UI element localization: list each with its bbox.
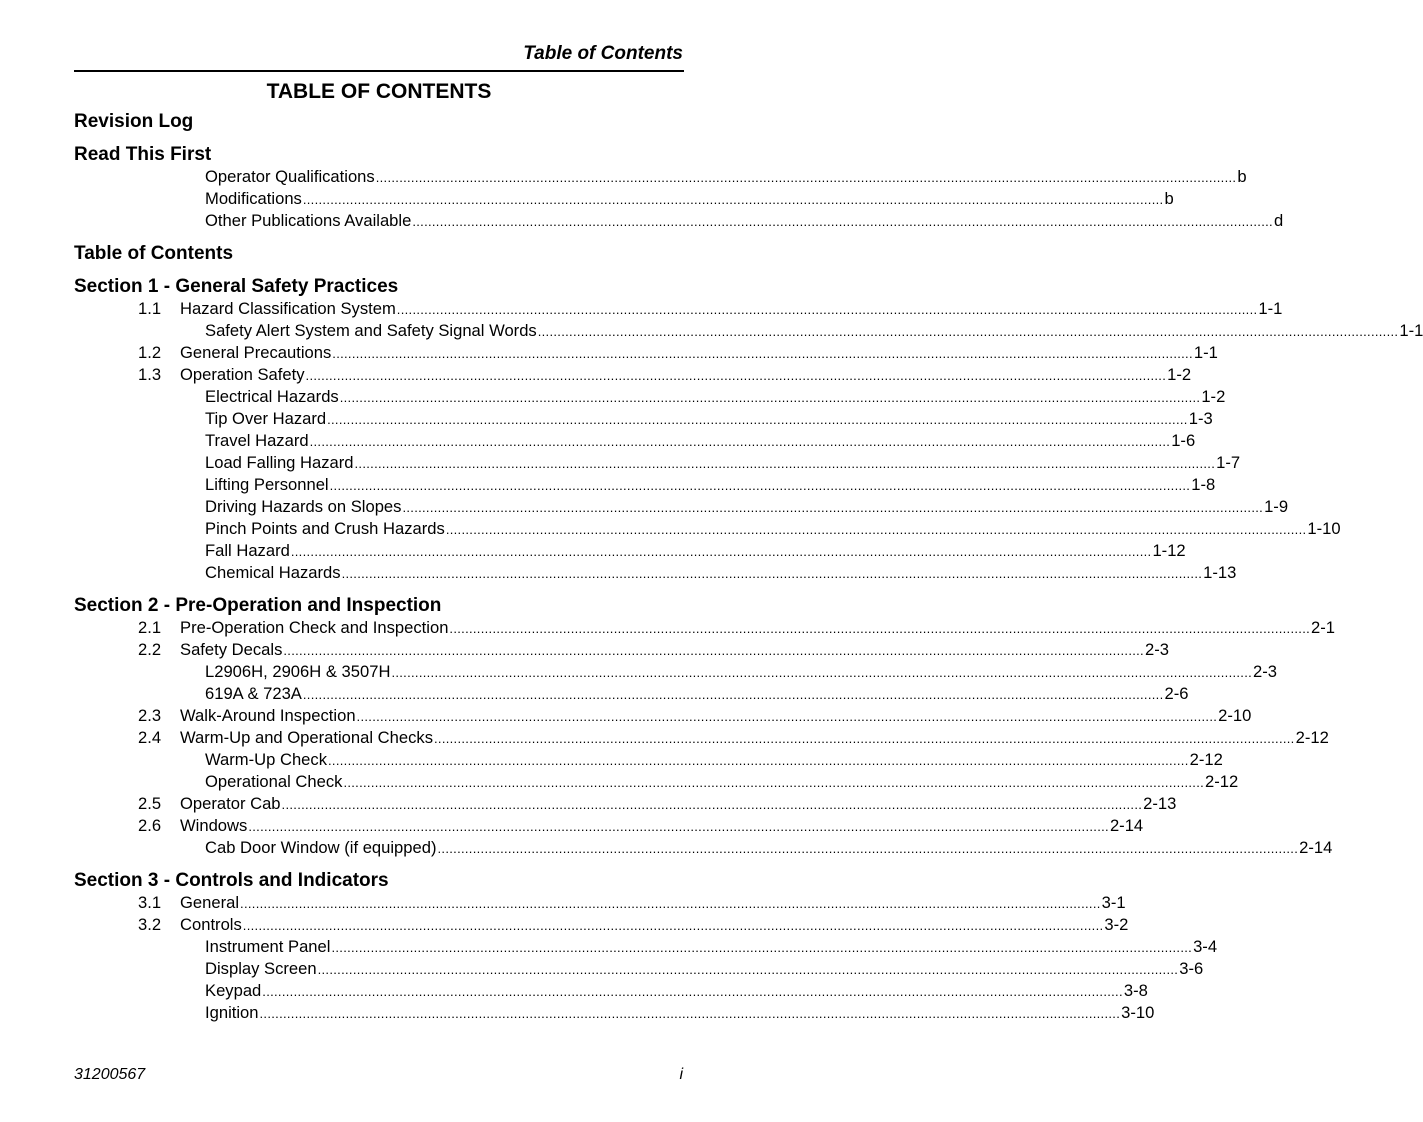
toc-entry-page: 3-1 [1101,893,1126,912]
toc-entry-page: b [1164,189,1174,208]
toc-entry-number: 2.4 [138,728,162,747]
toc-entry-number: 2.2 [138,640,162,659]
toc-entry-title: Fall Hazard [205,541,290,560]
toc-entry-number: 1.2 [138,343,162,362]
dot-leader: ............................................................................................................................................................................................................................ [356,709,1218,724]
dot-leader: ............................................................................................................................................................................................................................ [302,192,1164,207]
dot-leader: ............................................................................................................................................................................................................................ [331,940,1193,955]
toc-entry-number: 3.1 [138,893,162,912]
toc-entry [74,705,1252,727]
toc-entry-title: General Precautions [180,343,332,362]
toc-entry-title: Operational Check [205,772,343,791]
toc-entry [74,793,1177,815]
toc-entry [74,771,1239,793]
dot-leader: ............................................................................................................................................................................................................................ [332,346,1193,361]
toc-section-heading: Revision Log [74,111,194,132]
toc-entry-number: 2.5 [138,794,162,813]
dot-leader: ............................................................................................................................................................................................................................ [391,665,1253,680]
toc-entry-page: 2-10 [1218,706,1252,725]
toc-entry [74,639,1169,661]
toc-entry [74,386,1226,408]
toc-entry-page: 1-3 [1188,409,1213,428]
toc-entry-page: d [1273,211,1284,230]
toc-entry-page: 2-6 [1164,684,1189,703]
dot-leader: ............................................................................................................................................................................................................................ [309,434,1171,449]
dot-leader: ............................................................................................................................................................................................................................ [242,918,1104,933]
dot-leader: ............................................................................................................................................................................................................................ [259,1006,1121,1021]
dot-leader: ............................................................................................................................................................................................................................ [302,687,1164,702]
toc-section-heading: Section 3 - Controls and Indicators [74,870,389,891]
toc-entry-page: 2-12 [1189,750,1223,769]
toc-entry-title: Operation Safety [180,365,305,384]
toc-entry [74,408,1213,430]
toc-entry-page: 1-13 [1203,563,1237,582]
toc-entry [74,474,1216,496]
toc-entry-title: Instrument Panel [205,937,331,956]
toc-entry [74,617,1336,639]
toc-entry-title: Driving Hazards on Slopes [205,497,402,516]
toc-entry-page: b [1237,167,1247,186]
toc-entry-title: Windows [180,816,248,835]
toc-entry-title: Modifications [205,189,302,208]
dot-leader: ............................................................................................................................................................................................................................ [343,775,1205,790]
dot-leader: ............................................................................................................................................................................................................................ [412,214,1273,229]
toc-entry [74,749,1223,771]
toc-entry-page: 1-9 [1264,497,1289,516]
table-of-contents [74,110,1423,1024]
dot-leader: ............................................................................................................................................................................................................................ [329,478,1191,493]
toc-entry-title: 619A & 723A [205,684,302,703]
toc-entry-title: Cab Door Window (if equipped) [205,838,437,857]
toc-entry-title: Chemical Hazards [205,563,341,582]
toc-section-heading: Read This First [74,144,212,165]
toc-entry-page: 1-7 [1216,453,1241,472]
dot-leader: ............................................................................................................................................................................................................................ [327,412,1188,427]
dot-leader: ............................................................................................................................................................................................................................ [339,390,1201,405]
toc-entry-page: 2-14 [1299,838,1333,857]
toc-entry-page: 2-12 [1205,772,1239,791]
dot-leader: ............................................................................................................................................................................................................................ [305,368,1167,383]
toc-section-heading: Table of Contents [74,243,234,264]
toc-entry-title: Lifting Personnel [205,475,329,494]
toc-entry [74,661,1278,683]
toc-section-heading: Section 2 - Pre-Operation and Inspection [74,595,442,616]
toc-entry-title: Tip Over Hazard [205,409,327,428]
toc-entry-title: Operator Cab [180,794,281,813]
toc-entry-page: 3-6 [1179,959,1204,978]
dot-leader: ............................................................................................................................................................................................................................ [396,302,1258,317]
header-rule [74,70,684,72]
toc-entry-title: Travel Hazard [205,431,309,450]
dot-leader: ............................................................................................................................................................................................................................ [290,544,1152,559]
toc-entry-page: 1-1 [1193,343,1218,362]
toc-entry-page: 2-13 [1143,794,1177,813]
toc-entry-title: Display Screen [205,959,317,978]
toc-entry-title: Pinch Points and Crush Hazards [205,519,445,538]
toc-entry [74,936,1218,958]
toc-entry-page: 1-12 [1152,541,1186,560]
toc-entry-page: 3-10 [1121,1003,1155,1022]
toc-entry-title: Warm-Up and Operational Checks [180,728,433,747]
toc-entry [74,430,1196,452]
footer-doc-number: 31200567 [74,1066,146,1083]
toc-entry [74,815,1144,837]
toc-entry-title: Other Publications Available [205,211,412,230]
dot-leader: ............................................................................................................................................................................................................................ [402,500,1264,515]
toc-entry [74,727,1329,749]
toc-entry-page: 3-2 [1104,915,1129,934]
toc-entry [74,837,1333,859]
toc-entry-page: 1-2 [1167,365,1192,384]
toc-entry-title: Safety Decals [180,640,283,659]
toc-entry-page: 1-6 [1171,431,1196,450]
dot-leader: ............................................................................................................................................................................................................................ [434,731,1295,746]
toc-entry [74,958,1204,980]
toc-entry-title: Ignition [205,1003,259,1022]
toc-entry-number: 2.3 [138,706,162,725]
toc-entry-page: 1-8 [1191,475,1216,494]
dot-leader: ............................................................................................................................................................................................................................ [449,621,1311,636]
toc-entry [74,210,1284,232]
toc-entry [74,320,1423,342]
toc-entry-number: 2.1 [138,618,162,637]
toc-entry-title: Safety Alert System and Safety Signal Words [205,321,537,340]
toc-entry-page: 1-1 [1399,321,1423,340]
toc-entry-title: Hazard Classification System [180,299,396,318]
dot-leader: ............................................................................................................................................................................................................................ [317,962,1179,977]
toc-entry-page: 3-8 [1123,981,1148,1000]
dot-leader: ............................................................................................................................................................................................................................ [375,170,1237,185]
toc-entry-title: Load Falling Hazard [205,453,354,472]
running-head: Table of Contents [523,43,683,64]
dot-leader: ............................................................................................................................................................................................................................ [437,841,1299,856]
toc-entry-number: 1.1 [138,299,162,318]
toc-entry [74,518,1341,540]
toc-entry-title: Keypad [205,981,262,1000]
toc-entry-page: 2-3 [1144,640,1169,659]
toc-entry-title: Operator Qualifications [205,167,375,186]
dot-leader: ............................................................................................................................................................................................................................ [248,819,1109,834]
toc-entry-title: Pre-Operation Check and Inspection [180,618,449,637]
toc-entry-number: 1.3 [138,365,162,384]
toc-entry-page: 3-4 [1193,937,1218,956]
toc-entry-title: Electrical Hazards [205,387,339,406]
dot-leader: ............................................................................................................................................................................................................................ [341,566,1203,581]
dot-leader: ............................................................................................................................................................................................................................ [262,984,1123,999]
dot-leader: ............................................................................................................................................................................................................................ [281,797,1143,812]
toc-entry [74,452,1241,474]
dot-leader: ............................................................................................................................................................................................................................ [354,456,1216,471]
dot-leader: ............................................................................................................................................................................................................................ [537,324,1399,339]
toc-entry-page: 2-14 [1109,816,1144,835]
toc-entry [74,1002,1155,1024]
toc-entry-number: 2.6 [138,816,162,835]
page-title: TABLE OF CONTENTS [266,80,492,103]
toc-entry-title: General [180,893,240,912]
toc-section-heading: Section 1 - General Safety Practices [74,276,399,297]
toc-entry-number: 3.2 [138,915,162,934]
toc-entry [74,683,1189,705]
toc-entry-page: 1-1 [1258,299,1283,318]
toc-entry [74,540,1186,562]
dot-leader: ............................................................................................................................................................................................................................ [445,522,1307,537]
toc-entry-page: 1-2 [1201,387,1226,406]
dot-leader: ............................................................................................................................................................................................................................ [328,753,1189,768]
toc-entry [74,298,1283,320]
toc-entry [74,562,1237,584]
toc-entry-title: Walk-Around Inspection [180,706,356,725]
toc-entry [74,166,1247,188]
toc-entry-page: 1-10 [1307,519,1341,538]
toc-entry [74,914,1129,936]
toc-entry-title: Warm-Up Check [205,750,328,769]
toc-entry [74,188,1174,210]
toc-entry [74,342,1218,364]
toc-entry [74,892,1126,914]
footer-page-number: i [679,1066,683,1083]
toc-entry [74,496,1289,518]
toc-entry-page: 2-1 [1311,618,1336,637]
toc-entry-title: L2906H, 2906H & 3507H [205,662,391,681]
dot-leader: ............................................................................................................................................................................................................................ [283,643,1144,658]
toc-entry [74,980,1148,1002]
toc-entry-page: 2-3 [1253,662,1278,681]
toc-entry-title: Controls [180,915,242,934]
toc-entry-page: 2-12 [1295,728,1329,747]
dot-leader: ............................................................................................................................................................................................................................ [240,896,1101,911]
toc-entry [74,364,1192,386]
